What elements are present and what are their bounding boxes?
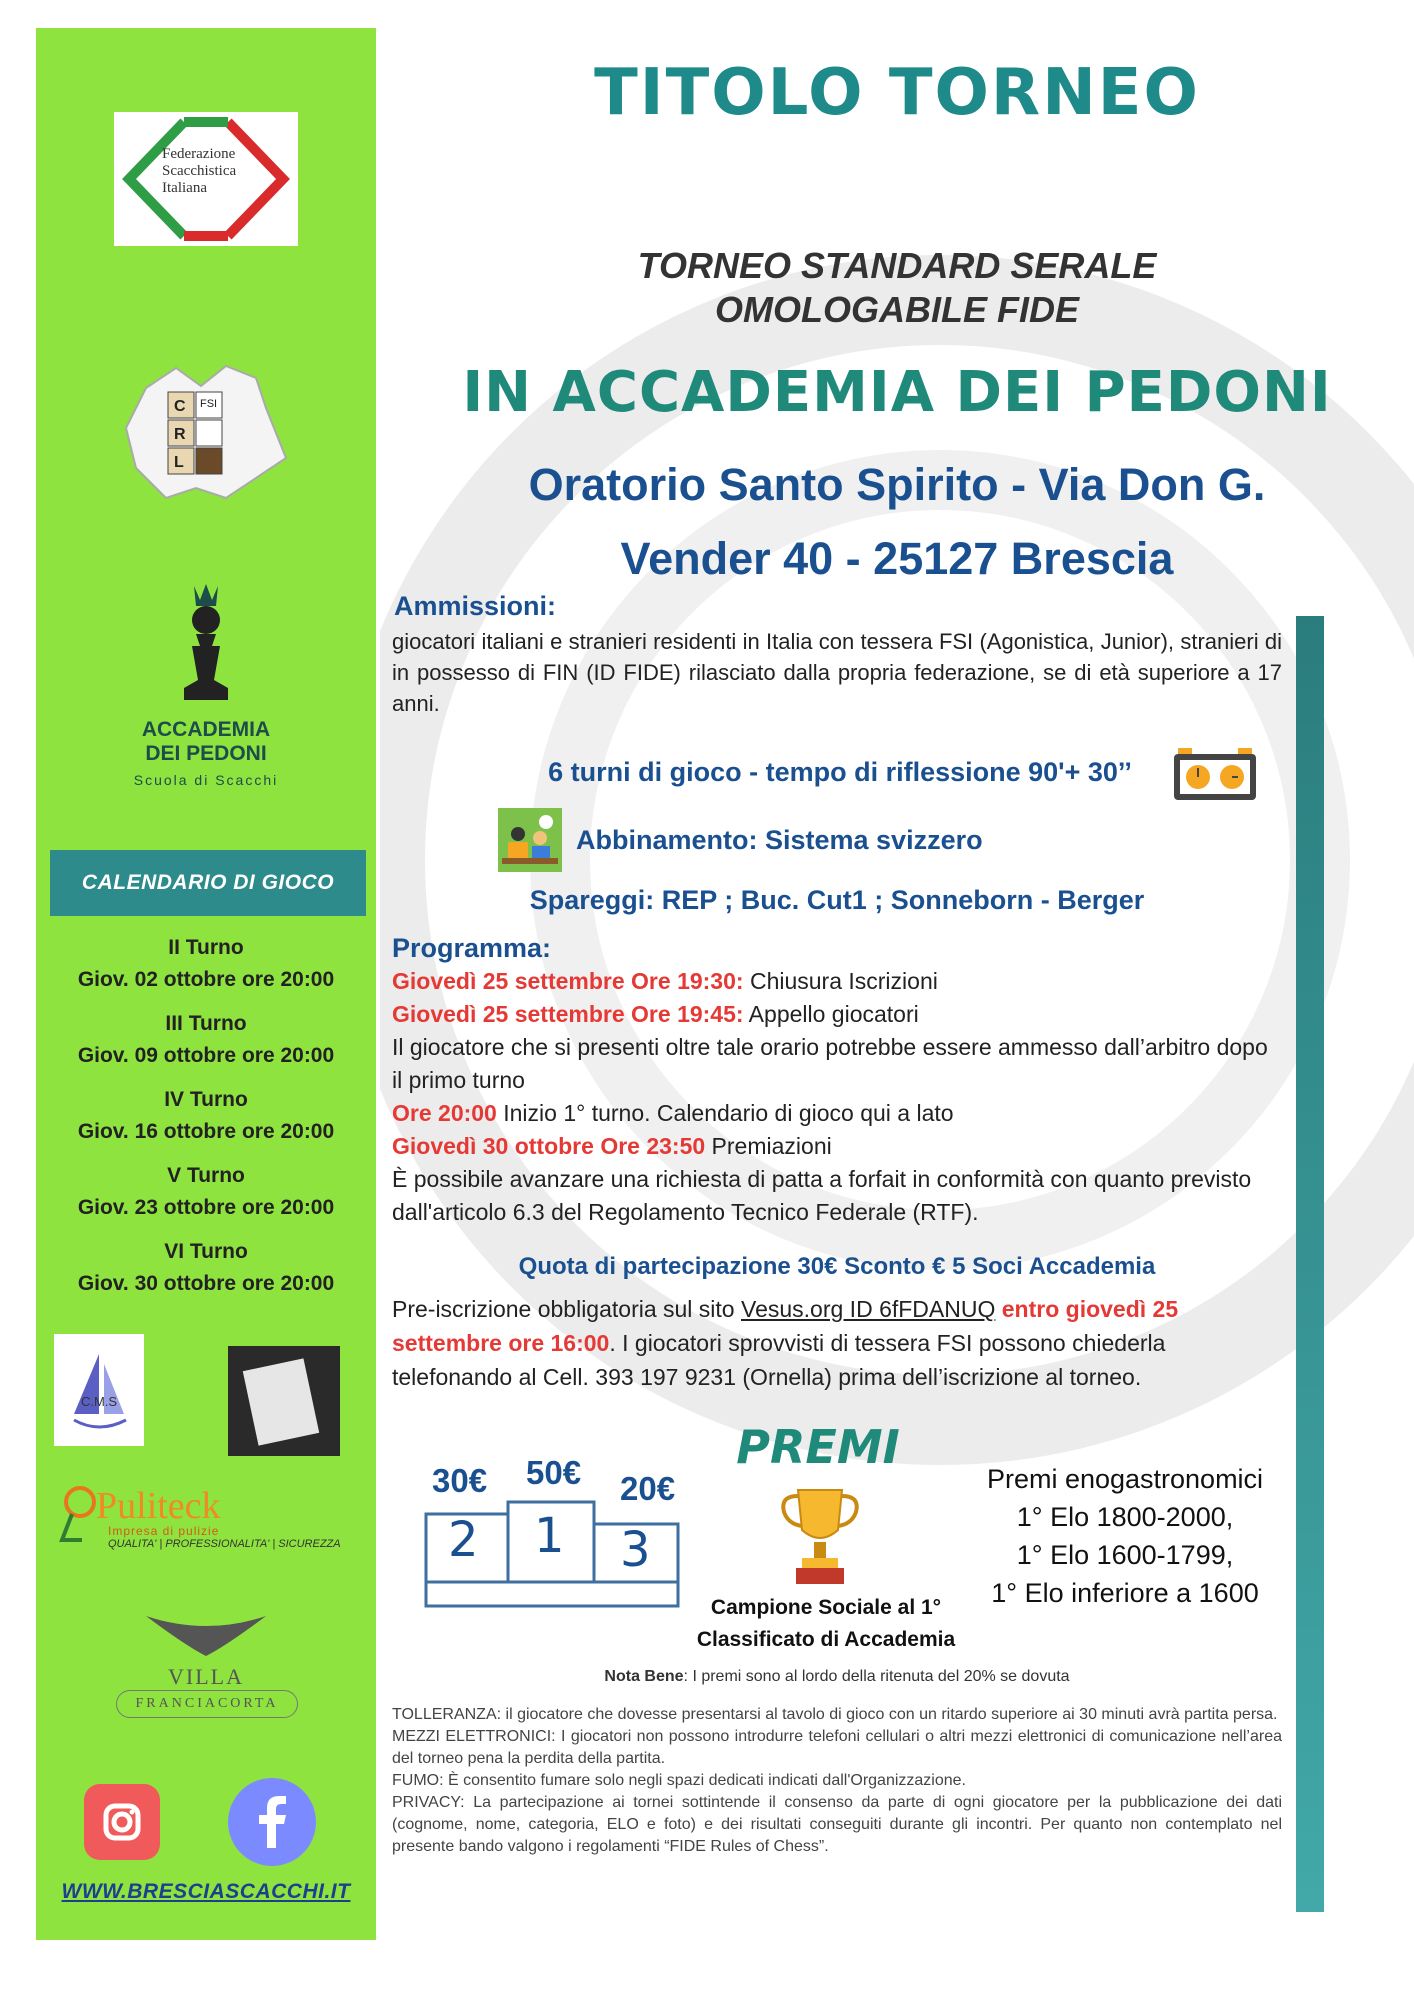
tournament-type-line-1: TORNEO STANDARD SERALE [637,245,1157,286]
programme-line-5-time: Giovedì 30 ottobre Ore 23:50 [392,1133,706,1159]
calendar-date: Giov. 09 ottobre ore 20:00 [77,1044,335,1067]
club-champion-text [656,1592,996,1656]
calendar-date: Giov. 30 ottobre ore 20:00 [77,1272,335,1295]
programme-line-4-time: Ore 20:00 [392,1100,497,1126]
fsi-logo-line-2: Scacchistica [162,163,237,179]
right-accent-bar [1296,616,1324,1912]
calendar-round: IV Turno [164,1088,248,1111]
tiebreak-text: Spareggi: REP ; Buc. Cut1 ; Sonneborn - Berger [529,885,1145,915]
admissions-text: giocatori italiani e stranieri residenti in Italia con tessera FSI (Agonistica, Junior), stranieri di in possesso di FIN (ID FIDE) rilasciato dalla propria federazione, se di età superiore a 17 anni. [392,629,1282,716]
prizes-title: PREMI [736,1420,900,1474]
meeting-icon [498,808,562,872]
academy-subtitle: Scuola di Scacchi [133,772,279,788]
calendar-round: II Turno [168,936,244,959]
club-champion-line-2: Classificato di Accademia [696,1628,956,1651]
podium-first: 1 [534,1508,565,1564]
prize-second-amount: 30€ [432,1462,488,1499]
lombardy-map-icon [116,348,296,508]
prizes-list [950,1460,1300,1612]
trophy-icon [776,1484,864,1590]
rounds-info [440,756,1240,789]
crl-letter-c: C [174,398,186,415]
programme-line-1-text: Chiusura Iscrizioni [743,968,938,994]
vesus-link[interactable]: Vesus.org ID 6fFDANUQ [741,1296,996,1322]
prizes-line-2: 1° Elo 1800-2000, [1016,1502,1234,1532]
address-line-1: Oratorio Santo Spirito - Via Don G. [528,459,1266,510]
programme-line-4-text: Inizio 1° turno. Calendario di gioco qui a lato [496,1100,954,1126]
puliteck-motto: QUALITA' | PROFESSIONALITA' | SICUREZZA [108,1538,341,1550]
sailboat-icon [54,1334,144,1446]
cms-sponsor-logo [54,1334,144,1446]
programme-section [392,932,1282,1229]
rules-section [392,1704,1282,1858]
fsi-logo-line-1: Federazione [162,146,236,162]
programme-line-5-text: Premiazioni [705,1133,832,1159]
programme-heading: Programma: [392,933,552,963]
book-sponsor-image [228,1346,340,1456]
club-champion-line-1: Campione Sociale al 1° [710,1596,942,1619]
tiebreak-info [392,884,1282,917]
puliteck-name: Puliteck [96,1485,221,1527]
prizes-line-1: Premi enogastronomici [986,1464,1264,1494]
calendar-item [36,1084,376,1148]
calendar-round: V Turno [167,1164,245,1187]
calendar-title: CALENDARIO DI GIOCO [81,871,335,894]
programme-line-4 [392,1097,1282,1130]
programme-line-2-time: Giovedì 25 settembre Ore 19:45: [392,1001,744,1027]
calendar-item [36,1008,376,1072]
prize-third-amount: 20€ [620,1470,676,1507]
chess-king-icon [166,576,246,706]
villa-line-2: FRANCIACORTA [116,1690,298,1718]
prizes-line-3: 1° Elo 1600-1799, [1016,1540,1234,1570]
tournament-type-line-2: OMOLOGABILE FIDE [715,289,1079,330]
academy-name-line-2: DEI PEDONI [145,742,267,765]
calendar-date: Giov. 02 ottobre ore 20:00 [77,968,335,991]
prizes-line-4: 1° Elo inferiore a 1600 [991,1578,1259,1608]
academy-name-line-1: ACCADEMIA [141,718,271,741]
pairing-text: Abbinamento: Sistema svizzero [576,825,983,855]
programme-line-1-time: Giovedì 25 settembre Ore 19:30: [392,968,744,994]
calendar-banner [50,850,366,916]
calendar-date: Giov. 23 ottobre ore 20:00 [77,1196,335,1219]
preregistration-deadline: entro giovedì 25 settembre ore 16:00 [392,1296,1179,1356]
programme-line-6: È possibile avanzare una richiesta di patta a forfait in conformità con quanto previsto dall'articolo 6.3 del Regolamento Tecnico Federale (RTF). [392,1166,1252,1225]
programme-line-2-text: Appello giocatori [743,1001,919,1027]
calendar-list [36,932,376,1312]
villa-franciacorta-logo [106,1606,306,1726]
preregistration-text [392,1292,1282,1394]
puliteck-mascot-icon [52,1484,102,1544]
venue-address [380,448,1414,596]
calendar-item [36,1236,376,1300]
pairing-info [576,824,1076,857]
sidebar [36,28,376,1940]
fsi-logo [114,112,298,246]
website-link[interactable]: WWW.BRESCIASCACCHI.IT [61,1880,351,1903]
programme-line-1 [392,965,1282,998]
podium-third: 3 [620,1522,651,1578]
podium-second: 2 [448,1512,479,1568]
prizes-note [392,1668,1282,1686]
fee-text: Quota di partecipazione 30€ Sconto € 5 Soci Accademia [518,1253,1156,1280]
puliteck-tagline: Impresa di pulizie [108,1524,220,1538]
crl-letter-r: R [174,426,186,443]
calendar-item [36,932,376,996]
programme-line-2 [392,998,1282,1031]
page-title: TITOLO TORNEO [594,56,1200,130]
instagram-icon [84,1784,160,1860]
prizes-note-text: : I premi sono al lordo della ritenuta del 20% se dovuta [683,1668,1070,1685]
fee-info [392,1250,1282,1283]
fsi-logo-line-3: Italiana [162,180,207,196]
facebook-icon [228,1778,316,1866]
admissions-section [392,590,1282,719]
address-line-2: Vender 40 - 25127 Brescia [620,533,1174,584]
villa-emblem-icon [106,1606,306,1666]
villa-line-1: VILLA [168,1664,244,1689]
calendar-date: Giov. 16 ottobre ore 20:00 [77,1120,335,1143]
venue-title: IN ACCADEMIA DEI PEDONI [462,360,1332,425]
tournament-type [380,244,1414,332]
calendar-round: III Turno [165,1012,247,1035]
facebook-link[interactable] [228,1778,316,1866]
chess-clock-icon [1172,744,1258,806]
prizes-note-label: Nota Bene [604,1668,684,1685]
preregistration-intro: Pre-iscrizione obbligatoria sul sito [392,1296,741,1322]
prize-first-amount: 50€ [526,1454,582,1491]
crl-letter-l: L [174,454,184,471]
calendar-round: VI Turno [164,1240,248,1263]
rule-fumo: FUMO: È consentito fumare solo negli spazi dedicati indicati dall'Organizzazione. [392,1772,966,1789]
programme-line-3: Il giocatore che si presenti oltre tale orario potrebbe essere ammesso dall’arbitro dopo il primo turno [392,1034,1268,1093]
rounds-text: 6 turni di gioco - tempo di riflessione 90'+ 30’’ [548,757,1132,787]
crl-fsi-text: FSI [200,398,218,410]
calendar-item [36,1160,376,1224]
rule-mezzi-elettronici: MEZZI ELETTRONICI: I giocatori non possono introdurre telefoni cellulari o altri mezzi elettronici di comunicazione nell’area del torneo pena la perdita della partita. [392,1728,1282,1767]
preregistration-details: . I giocatori sprovvisti di tessera FSI possono chiederla telefonando al Cell. 393 197 9231 (Ornella) prima dell’iscrizione al torneo. [392,1330,1166,1390]
admissions-heading: Ammissioni: [394,591,557,621]
rule-tolleranza: TOLLERANZA: il giocatore che dovesse presentarsi al tavolo di gioco con un ritardo superiore ai 30 minuti avrà partita persa. [392,1706,1278,1723]
puliteck-logo [52,1484,362,1574]
crl-logo [116,348,286,518]
rule-privacy: PRIVACY: La partecipazione ai tornei sottintende il consenso da parte di ogni giocatore per la pubblicazione dei dati (cognome, nome, categoria, ELO e foto) e dei risultati conseguiti durante gli incontri. Per quanto non contemplato nel presente bando valgono i regolamenti “FIDE Rules of Chess”. [392,1794,1282,1855]
cms-text: C.M.S [80,1394,118,1409]
programme-line-5 [392,1130,1282,1163]
instagram-link[interactable] [84,1784,160,1860]
